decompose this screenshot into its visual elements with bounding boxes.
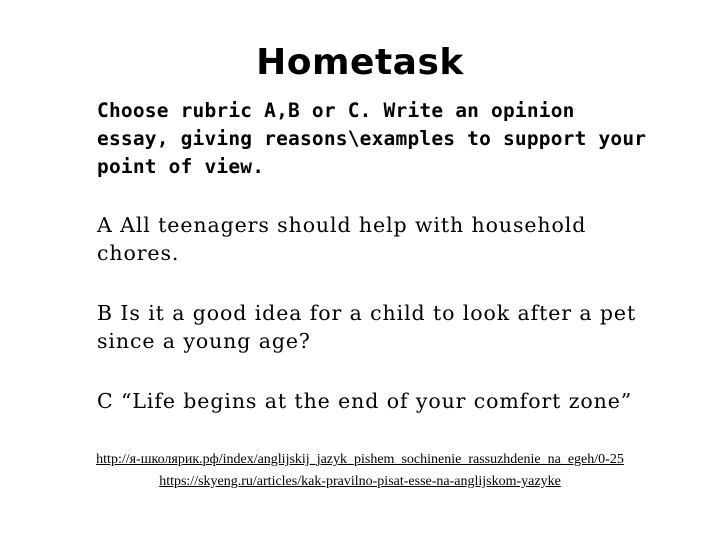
rubric-option-b: B Is it a good idea for a child to look after a pet since a young age?: [97, 301, 637, 353]
rubric-option-c: C “Life begins at the end of your comfort zone”: [97, 389, 633, 413]
rubric-option-a: A All teenagers should help with household chores.: [97, 213, 587, 265]
reference-link-skyeng[interactable]: https://skyeng.ru/articles/kak-pravilno-pisat-esse-na-anglijskom-yazyke: [159, 474, 561, 489]
task-instruction: Choose rubric A,B or C. Write an opinion essay, giving reasons\examples to support your point of view.: [97, 99, 647, 178]
slide-body: [97, 97, 657, 415]
slide-title: Hometask: [256, 42, 464, 83]
reference-links: [0, 449, 720, 493]
reference-link-school[interactable]: http://я-школярик.рф/index/anglijskij_jazyk_pishem_sochinenie_rassuzhdenie_na_egeh/0-25: [96, 452, 624, 467]
